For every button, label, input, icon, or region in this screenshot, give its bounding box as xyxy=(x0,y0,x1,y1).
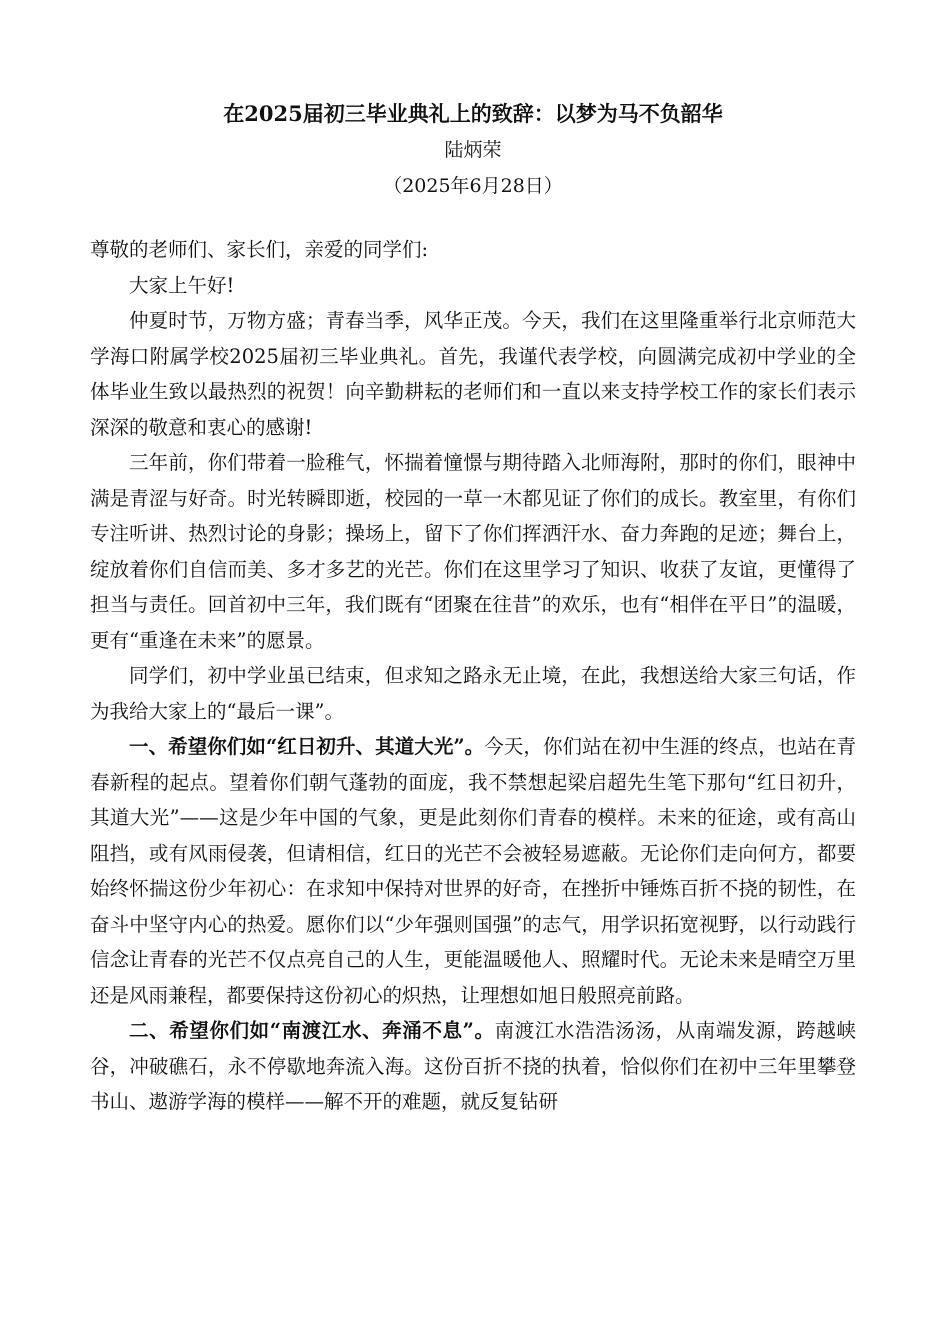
greeting: 大家上午好! xyxy=(129,273,235,297)
paragraph-last-lesson xyxy=(90,658,856,729)
paragraph-text: 南渡江水浩浩汤汤，从南端发源，跨越峡谷，冲破礁石，永不停歇地奔流入海。这份百折不挠的执着，恰似你们在初中三年里攀登书山、遨游学海的模样——解不开的难题，就反复钻研 xyxy=(90,1019,856,1113)
salutation: 尊敬的老师们、家长们，亲爱的同学们: xyxy=(90,238,429,261)
paragraph-text: 仲夏时节，万物方盛；青春当季，风华正茂。今天，我们在这里隆重举行北京师范大学海口附属学校2025届初三毕业典礼。首先，我谨代表学校，向圆满完成初中学业的全体毕业生致以最热烈的祝贺！向辛勤耕耘的老师们和一直以来支持学校工作的家长们表示深深的敬意和衷心的感谢! xyxy=(90,309,856,439)
paragraph-text: 同学们，初中学业虽已结束，但求知之路永无止境，在此，我想送给大家三句话，作为我给大家上的“最后一课”。 xyxy=(90,664,856,723)
document-title: 在2025届初三毕业典礼上的致辞：以梦为马不负韶华 xyxy=(223,101,723,126)
paragraph-text: 今天，你们站在初中生涯的终点，也站在青春新程的起点。望着你们朝气蓬勃的面庞，我不禁想起梁启超先生笔下那句“红日初升，其道大光”——这是少年中国的气象，更是此刻你们青春的模样。未来的征途，或有高山阻挡，或有风雨侵袭，但请相信，红日的光芒不会被轻易遮蔽。无论你们走向何方，都要始终怀揣这份少年初心：在求知中保持对世界的好奇，在挫折中锤炼百折不挠的韧性，在奋斗中坚守内心的热爱。愿你们以“少年强则国强”的志气，用学识拓宽视野，以行动践行信念让青春的光芒不仅点亮自己的人生，更能温暖他人、照耀时代。无论未来是晴空万里还是风雨兼程，都要保持这份初心的炽热，让理想如旭日般照亮前路。 xyxy=(90,735,856,1007)
document-page xyxy=(90,96,856,1120)
paragraph-text: 三年前，你们带着一脸稚气，怀揣着憧憬与期待踏入北师海附，那时的你们，眼神中满是青涩与好奇。时光转瞬即逝，校园的一草一木都见证了你们的成长。教室里，有你们专注听讲、热烈讨论的身影；操场上，留下了你们挥洒汗水、奋力奔跑的足迹；舞台上，绽放着你们自信而美、多才多艺的光芒。你们在这里学习了知识、收获了友谊，更懂得了担当与责任。回首初中三年，我们既有“团聚在往昔”的欢乐，也有“相伴在平日”的温暖，更有“重逢在未来”的愿景。 xyxy=(90,451,856,652)
document-date: （2025年6月28日） xyxy=(383,175,563,197)
document-author: 陆炳荣 xyxy=(444,139,502,161)
paragraph-opening xyxy=(90,303,856,445)
paragraph-memories xyxy=(90,445,856,658)
paragraph-wish-two xyxy=(90,1013,856,1120)
paragraph-lead: 一、希望你们如“红日初升、其道大光”。 xyxy=(129,735,485,758)
paragraph-lead: 二、希望你们如“南渡江水、奔涌不息”。 xyxy=(129,1019,495,1042)
paragraph-wish-one xyxy=(90,729,856,1013)
